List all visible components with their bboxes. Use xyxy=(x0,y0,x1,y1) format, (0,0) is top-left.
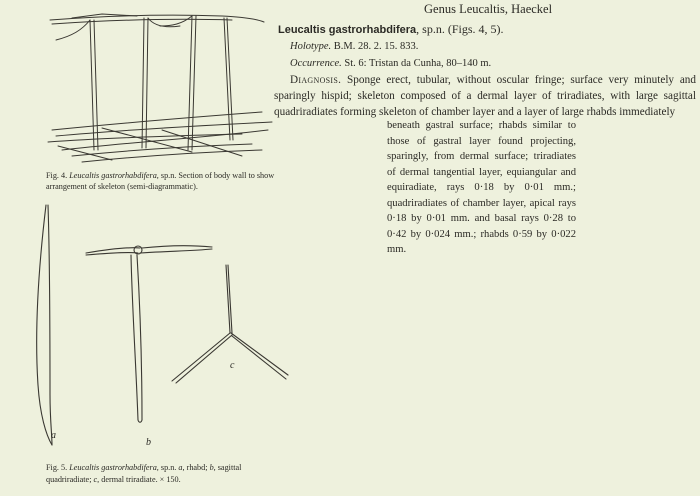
fig4-skeleton-section-drawing xyxy=(42,0,277,168)
diagnosis-narrow-paragraph: beneath gastral surface; rhabds similar to those of gastral layer found projecting, sparingly, from dermal surface; triradiates of dermal tangential layer, equiangular and equiradiate, rays 0·18 by 0·01 mm.; quadriradiates of chamber layer, apical rays 0·18 by 0·01 mm. and basal rays 0·28 to 0·42 by 0·024 mm.; rhabds 0·59 by 0·022 mm. xyxy=(387,120,576,255)
fig4-text: , sp.n. Section of body wall to show arrangement of skeleton (semi-diagrammatic). xyxy=(46,171,275,191)
holotype-value: B.M. 28. 2. 15. 833. xyxy=(331,41,419,52)
fig5-species: Leucaltis gastrorhabdifera xyxy=(69,463,157,472)
fig5-text-d: , dermal triradiate. × 150. xyxy=(97,475,181,484)
species-suffix: , sp.n. (Figs. 4, 5). xyxy=(416,22,504,36)
species-title xyxy=(278,22,504,37)
fig5-text-a: , sp.n. xyxy=(156,463,179,472)
occurrence-label: Occurrence. xyxy=(290,58,342,69)
occurrence-value: St. 6: Tristan da Cunha, 80–140 m. xyxy=(341,58,492,69)
genus-heading: Genus Leucaltis, Haeckel xyxy=(424,2,553,16)
diagnosis-wide-paragraph xyxy=(274,72,696,120)
triradiate-c-outline xyxy=(226,265,230,333)
fig5-text-c: , sagittal quadriradiate; xyxy=(46,463,242,484)
occurrence-line xyxy=(290,58,491,69)
fig5-letter-b: b xyxy=(146,437,151,448)
fig5-caption-letter-c: c xyxy=(93,475,98,484)
fig5-caption-letter-b: b xyxy=(209,463,214,472)
fig5-letter-a: a xyxy=(51,430,56,441)
fig4-caption xyxy=(46,170,276,192)
fig4-species: Leucaltis gastrorhabdifera xyxy=(69,171,157,180)
diagnosis-wide-text: Sponge erect, tubular, without oscular fringe; surface very minutely and sparingly hispid; skeleton composed of a dermal layer of triradiates, with large sagittal quadriradiates forming skeleton of chamber layer and a layer of large rhabds immediately xyxy=(274,74,696,118)
species-name: Leucaltis gastrorhabdifera xyxy=(278,24,417,36)
fig5-caption xyxy=(46,462,286,486)
holotype-line xyxy=(290,41,418,52)
fig5-caption-letter-a: a xyxy=(178,463,183,472)
fig5-spicules-drawing xyxy=(20,195,300,455)
holotype-label: Holotype. xyxy=(290,41,332,52)
fig5-label: Fig. 5. xyxy=(46,463,68,472)
fig4-label: Fig. 4. xyxy=(46,171,68,180)
diagnosis-heading: Diagnosis. xyxy=(290,74,342,86)
fig5-letter-c: c xyxy=(230,360,235,371)
fig5-text-b: , rhabd; xyxy=(182,463,210,472)
